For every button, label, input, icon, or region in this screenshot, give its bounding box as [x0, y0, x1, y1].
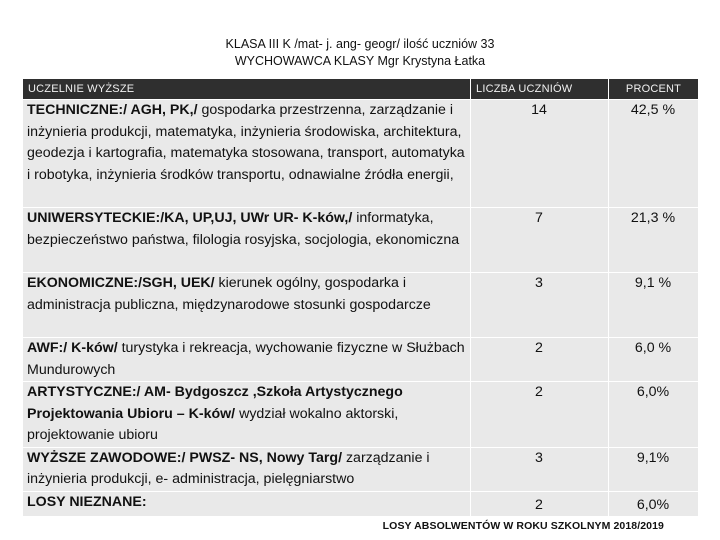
table-row	[23, 447, 699, 491]
row-category: TECHNICZNE:/ AGH, PK,/	[27, 102, 198, 118]
table-row	[23, 100, 699, 208]
row-percent: 6,0%	[609, 491, 699, 516]
page-title	[0, 36, 720, 70]
row-percent: 6,0%	[609, 382, 699, 448]
table-header-row	[23, 79, 699, 100]
row-percent: 9,1 %	[609, 273, 699, 338]
row-detail: zarządzanie i inżynieria produkcji, e- administracja, pielęgniarstwo	[27, 449, 430, 487]
row-count: 2	[471, 338, 609, 382]
title-line-teacher: WYCHOWAWCA KLASY Mgr Krystyna Łatka	[234, 54, 486, 68]
row-count: 3	[471, 273, 609, 338]
row-description	[23, 208, 471, 273]
row-category: UNIWERSYTECKIE:/KA, UP,UJ, UWr UR- K-ków,/	[27, 210, 353, 226]
table-row	[23, 338, 699, 382]
results-table	[22, 78, 698, 516]
row-description	[23, 273, 471, 338]
row-count: 14	[471, 100, 609, 208]
title-line-class: KLASA III K /mat- j. ang- geogr/ ilość uczniów 33	[225, 37, 495, 51]
row-description	[23, 100, 471, 208]
row-detail: informatyka, bezpieczeństwo państwa, filologia rosyjska, socjologia, ekonomiczna	[27, 210, 460, 248]
row-count: 2	[471, 382, 609, 448]
row-detail: wydział wokalno aktorski, projektowanie ubioru	[27, 405, 399, 443]
row-detail: turystyka i rekreacja, wychowanie fizyczne w Służbach Mundurowych	[27, 340, 465, 378]
footer-caption: LOSY ABSOLWENTÓW W ROKU SZKOLNYM 2018/2019	[382, 520, 664, 532]
row-category: WYŻSZE ZAWODOWE:/ PWSZ- NS, Nowy Targ/	[27, 449, 343, 466]
column-header-university: UCZELNIE WYŻSZE	[23, 79, 471, 100]
table-row	[23, 382, 699, 448]
table-row	[23, 208, 699, 273]
row-description	[23, 447, 471, 491]
row-count: 2	[471, 491, 609, 516]
row-percent: 9,1%	[609, 447, 699, 491]
row-detail: kierunek ogólny, gospodarka i administracja publiczna, międzynarodowe stosunki gospodarcze	[27, 275, 431, 313]
row-count: 3	[471, 447, 609, 491]
row-detail: gospodarka przestrzenna, zarządzanie i inżynieria produkcji, matematyka, inżynieria środowiska, architektura, geodezja i kartografia, matematyka stosowana, transport, automatyka i robotyka, inżynieria środków transportu, odnawialne źródła energii,	[27, 102, 465, 183]
row-description	[23, 382, 471, 448]
table-row	[23, 491, 699, 516]
row-percent: 21,3 %	[609, 208, 699, 273]
row-description	[23, 338, 471, 382]
row-percent: 6,0 %	[609, 338, 699, 382]
row-category: AWF:/ K-ków/	[27, 340, 118, 356]
row-description	[23, 491, 471, 516]
row-category: LOSY NIEZNANE:	[27, 493, 147, 510]
table-row	[23, 273, 699, 338]
column-header-count: LICZBA UCZNIÓW	[471, 79, 609, 100]
row-category: ARTYSTYCZNE:/ AM- Bydgoszcz ,Szkoła Artystycznego Projektowania Ubioru – K-ków/	[27, 384, 403, 422]
row-category: EKONOMICZNE:/SGH, UEK/	[27, 275, 215, 291]
column-header-percent: PROCENT	[609, 79, 699, 100]
row-percent: 42,5 %	[609, 100, 699, 208]
row-count: 7	[471, 208, 609, 273]
